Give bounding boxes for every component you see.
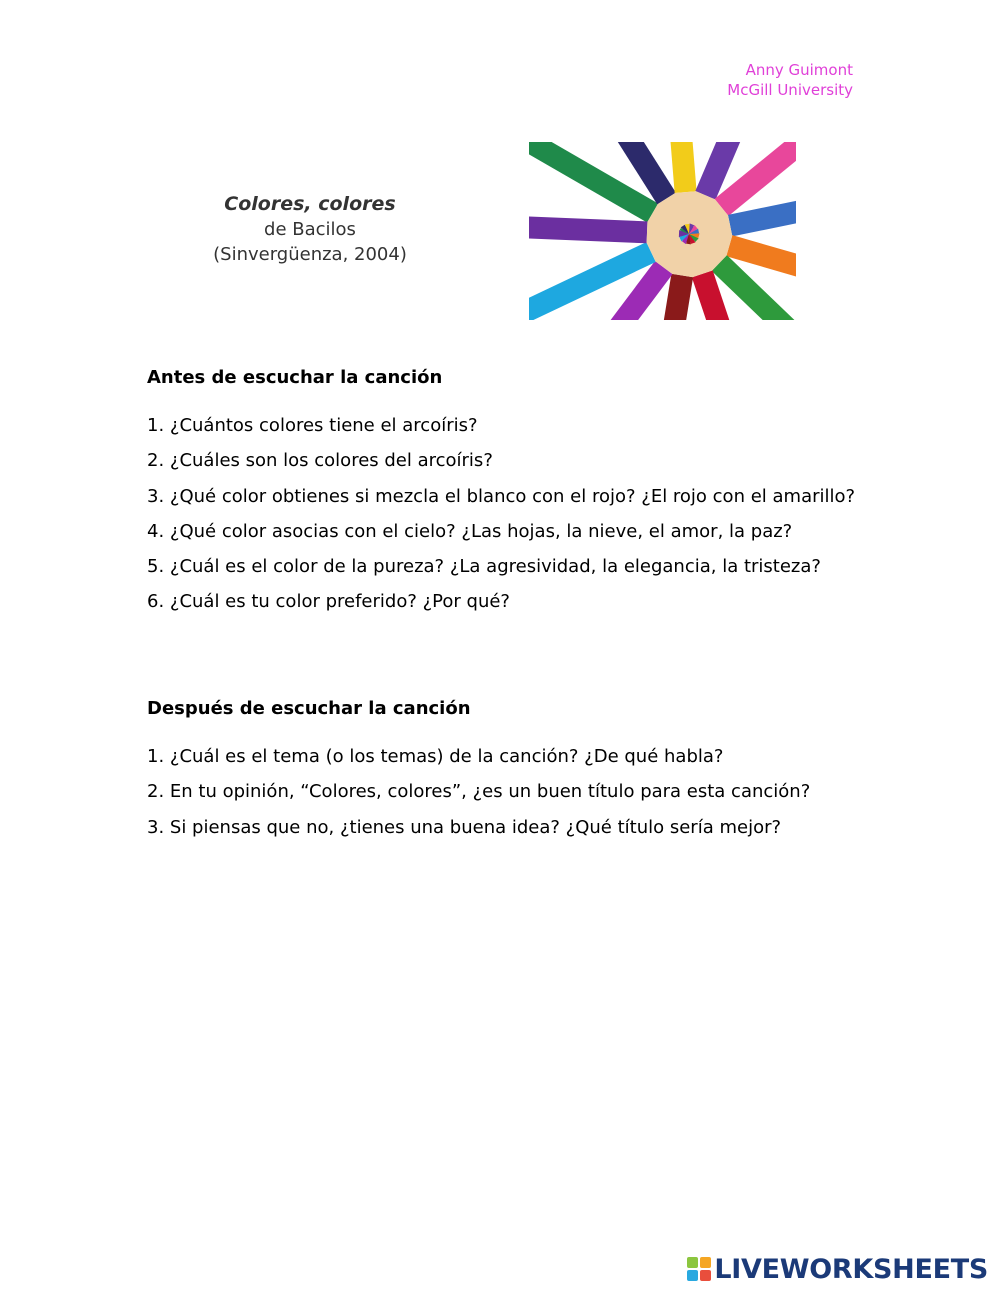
institution: McGill University	[727, 81, 853, 99]
song-artist: de Bacilos	[264, 219, 356, 240]
liveworksheets-logo	[687, 1252, 988, 1286]
question-item: 4. ¿Qué color asocias con el cielo? ¿Las hojas, la nieve, el amor, la paz?	[147, 520, 793, 542]
liveworksheets-logo-icon	[687, 1257, 711, 1281]
question-item: 3. Si piensas que no, ¿tienes una buena idea? ¿Qué título sería mejor?	[147, 816, 782, 838]
song-title: Colores, colores	[224, 193, 396, 215]
question-item: 1. ¿Cuál es el tema (o los temas) de la canción? ¿De qué habla?	[147, 746, 724, 767]
before-listening-questions	[147, 414, 855, 626]
after-listening-title: Después de escuchar la canción	[147, 698, 471, 719]
logo-text: LIVEWORKSHEETS	[714, 1253, 988, 1285]
question-item: 2. ¿Cuáles son los colores del arcoíris?	[147, 450, 493, 472]
question-item: 3. ¿Qué color obtienes si mezcla el blanco con el rojo? ¿El rojo con el amarillo?	[147, 485, 856, 507]
colored-pencils-image	[529, 142, 796, 320]
author-block	[727, 60, 853, 100]
question-item: 1. ¿Cuántos colores tiene el arcoíris?	[147, 415, 478, 436]
song-info	[150, 192, 470, 267]
author-name: Anny Guimont	[745, 61, 853, 79]
song-album-year: (Sinvergüenza, 2004)	[213, 244, 407, 265]
colored-pencils-icon	[529, 142, 796, 320]
before-listening-title: Antes de escuchar la canción	[147, 367, 443, 388]
question-item: 5. ¿Cuál es el color de la pureza? ¿La agresividad, la elegancia, la tristeza?	[147, 556, 821, 578]
after-listening-questions	[147, 745, 810, 851]
question-item: 2. En tu opinión, “Colores, colores”, ¿es un buen título para esta canción?	[147, 781, 811, 803]
question-item: 6. ¿Cuál es tu color preferido? ¿Por qué?	[147, 591, 510, 613]
